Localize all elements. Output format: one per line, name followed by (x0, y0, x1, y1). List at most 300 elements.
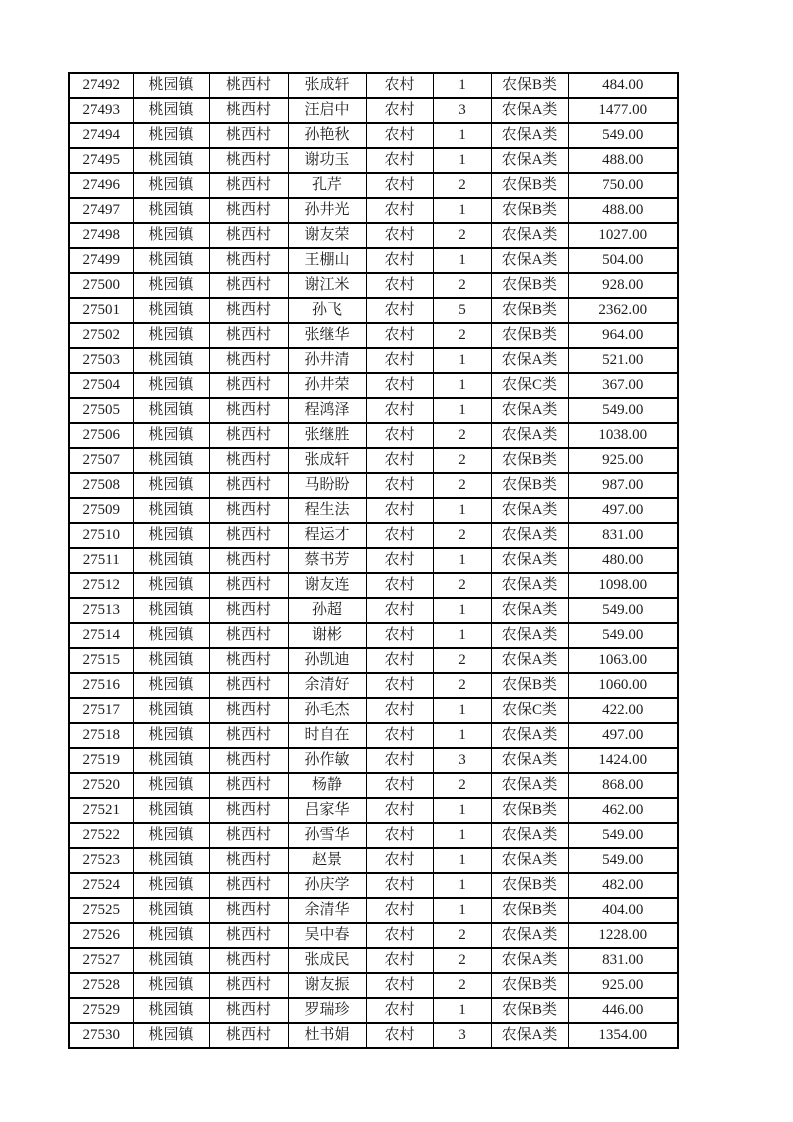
cell-amount: 987.00 (568, 473, 678, 498)
cell-name: 程鸿泽 (288, 398, 366, 423)
cell-town: 桃园镇 (133, 348, 209, 373)
cell-village: 桃西村 (209, 223, 288, 248)
cell-person_count: 2 (433, 473, 491, 498)
cell-village: 桃西村 (209, 373, 288, 398)
cell-town: 桃园镇 (133, 523, 209, 548)
cell-insurance_category: 农保B类 (491, 673, 568, 698)
cell-insurance_category: 农保A类 (491, 98, 568, 123)
table-row (69, 598, 678, 623)
table-row (69, 723, 678, 748)
cell-resident_type: 农村 (366, 873, 433, 898)
cell-record_no: 27506 (69, 423, 133, 448)
cell-insurance_category: 农保B类 (491, 323, 568, 348)
cell-town: 桃园镇 (133, 848, 209, 873)
cell-village: 桃西村 (209, 873, 288, 898)
table-row (69, 998, 678, 1023)
cell-record_no: 27510 (69, 523, 133, 548)
cell-amount: 488.00 (568, 198, 678, 223)
cell-amount: 964.00 (568, 323, 678, 348)
cell-village: 桃西村 (209, 648, 288, 673)
cell-resident_type: 农村 (366, 1023, 433, 1048)
table-row (69, 848, 678, 873)
cell-insurance_category: 农保A类 (491, 623, 568, 648)
cell-insurance_category: 农保B类 (491, 898, 568, 923)
cell-person_count: 2 (433, 273, 491, 298)
cell-record_no: 27529 (69, 998, 133, 1023)
cell-record_no: 27515 (69, 648, 133, 673)
cell-resident_type: 农村 (366, 523, 433, 548)
cell-person_count: 2 (433, 173, 491, 198)
cell-amount: 422.00 (568, 698, 678, 723)
cell-record_no: 27494 (69, 123, 133, 148)
cell-record_no: 27524 (69, 873, 133, 898)
cell-insurance_category: 农保B类 (491, 873, 568, 898)
cell-record_no: 27509 (69, 498, 133, 523)
cell-person_count: 1 (433, 198, 491, 223)
cell-amount: 549.00 (568, 623, 678, 648)
cell-amount: 480.00 (568, 548, 678, 573)
cell-name: 余清好 (288, 673, 366, 698)
cell-record_no: 27525 (69, 898, 133, 923)
cell-resident_type: 农村 (366, 673, 433, 698)
cell-name: 谢功玉 (288, 148, 366, 173)
cell-person_count: 1 (433, 398, 491, 423)
cell-amount: 1063.00 (568, 648, 678, 673)
cell-person_count: 2 (433, 323, 491, 348)
cell-insurance_category: 农保C类 (491, 698, 568, 723)
cell-record_no: 27504 (69, 373, 133, 398)
cell-person_count: 1 (433, 848, 491, 873)
cell-amount: 1228.00 (568, 923, 678, 948)
cell-town: 桃园镇 (133, 948, 209, 973)
cell-resident_type: 农村 (366, 148, 433, 173)
cell-name: 张成轩 (288, 73, 366, 98)
cell-amount: 367.00 (568, 373, 678, 398)
cell-person_count: 2 (433, 523, 491, 548)
cell-town: 桃园镇 (133, 448, 209, 473)
cell-town: 桃园镇 (133, 898, 209, 923)
cell-amount: 750.00 (568, 173, 678, 198)
cell-insurance_category: 农保B类 (491, 473, 568, 498)
table-row (69, 648, 678, 673)
table-row (69, 548, 678, 573)
cell-name: 孙超 (288, 598, 366, 623)
cell-name: 谢彬 (288, 623, 366, 648)
cell-town: 桃园镇 (133, 673, 209, 698)
table-row (69, 248, 678, 273)
cell-insurance_category: 农保A类 (491, 398, 568, 423)
cell-village: 桃西村 (209, 1023, 288, 1048)
cell-record_no: 27500 (69, 273, 133, 298)
cell-village: 桃西村 (209, 748, 288, 773)
cell-resident_type: 农村 (366, 948, 433, 973)
cell-insurance_category: 农保B类 (491, 448, 568, 473)
cell-name: 杨静 (288, 773, 366, 798)
cell-town: 桃园镇 (133, 798, 209, 823)
cell-town: 桃园镇 (133, 248, 209, 273)
cell-resident_type: 农村 (366, 98, 433, 123)
cell-insurance_category: 农保A类 (491, 573, 568, 598)
cell-name: 王棚山 (288, 248, 366, 273)
cell-resident_type: 农村 (366, 498, 433, 523)
cell-amount: 1027.00 (568, 223, 678, 248)
cell-resident_type: 农村 (366, 923, 433, 948)
cell-insurance_category: 农保A类 (491, 723, 568, 748)
cell-insurance_category: 农保B类 (491, 173, 568, 198)
table-row (69, 473, 678, 498)
cell-town: 桃园镇 (133, 73, 209, 98)
insurance-payment-table (68, 72, 679, 1049)
cell-name: 孙毛杰 (288, 698, 366, 723)
table-row (69, 823, 678, 848)
cell-name: 赵景 (288, 848, 366, 873)
cell-insurance_category: 农保B类 (491, 998, 568, 1023)
cell-insurance_category: 农保B类 (491, 198, 568, 223)
cell-village: 桃西村 (209, 923, 288, 948)
table-row (69, 748, 678, 773)
cell-record_no: 27519 (69, 748, 133, 773)
table-row (69, 973, 678, 998)
cell-record_no: 27512 (69, 573, 133, 598)
cell-amount: 497.00 (568, 498, 678, 523)
cell-amount: 462.00 (568, 798, 678, 823)
cell-village: 桃西村 (209, 673, 288, 698)
cell-amount: 446.00 (568, 998, 678, 1023)
cell-record_no: 27503 (69, 348, 133, 373)
cell-record_no: 27523 (69, 848, 133, 873)
cell-record_no: 27511 (69, 548, 133, 573)
cell-resident_type: 农村 (366, 223, 433, 248)
cell-insurance_category: 农保A类 (491, 773, 568, 798)
cell-resident_type: 农村 (366, 973, 433, 998)
cell-resident_type: 农村 (366, 398, 433, 423)
cell-person_count: 2 (433, 773, 491, 798)
cell-village: 桃西村 (209, 573, 288, 598)
cell-insurance_category: 农保A类 (491, 498, 568, 523)
cell-town: 桃园镇 (133, 648, 209, 673)
cell-village: 桃西村 (209, 323, 288, 348)
cell-insurance_category: 农保A类 (491, 148, 568, 173)
cell-insurance_category: 农保A类 (491, 123, 568, 148)
cell-town: 桃园镇 (133, 98, 209, 123)
cell-town: 桃园镇 (133, 223, 209, 248)
cell-town: 桃园镇 (133, 573, 209, 598)
cell-town: 桃园镇 (133, 373, 209, 398)
cell-town: 桃园镇 (133, 973, 209, 998)
cell-resident_type: 农村 (366, 998, 433, 1023)
cell-resident_type: 农村 (366, 823, 433, 848)
cell-resident_type: 农村 (366, 723, 433, 748)
cell-resident_type: 农村 (366, 548, 433, 573)
cell-amount: 484.00 (568, 73, 678, 98)
cell-name: 程运才 (288, 523, 366, 548)
cell-amount: 482.00 (568, 873, 678, 898)
cell-village: 桃西村 (209, 898, 288, 923)
table-row (69, 423, 678, 448)
cell-person_count: 1 (433, 623, 491, 648)
cell-name: 孙飞 (288, 298, 366, 323)
cell-resident_type: 农村 (366, 573, 433, 598)
cell-resident_type: 农村 (366, 373, 433, 398)
cell-record_no: 27497 (69, 198, 133, 223)
cell-record_no: 27501 (69, 298, 133, 323)
cell-person_count: 2 (433, 448, 491, 473)
cell-town: 桃园镇 (133, 923, 209, 948)
cell-insurance_category: 农保A类 (491, 523, 568, 548)
cell-insurance_category: 农保A类 (491, 848, 568, 873)
cell-name: 孙凯迪 (288, 648, 366, 673)
cell-person_count: 1 (433, 698, 491, 723)
cell-name: 杜书娟 (288, 1023, 366, 1048)
cell-town: 桃园镇 (133, 298, 209, 323)
table-row (69, 173, 678, 198)
cell-name: 孔芹 (288, 173, 366, 198)
cell-person_count: 1 (433, 123, 491, 148)
cell-village: 桃西村 (209, 98, 288, 123)
table-row (69, 73, 678, 98)
cell-insurance_category: 农保A类 (491, 598, 568, 623)
cell-town: 桃园镇 (133, 823, 209, 848)
cell-name: 谢江米 (288, 273, 366, 298)
cell-name: 孙井光 (288, 198, 366, 223)
cell-name: 马盼盼 (288, 473, 366, 498)
cell-village: 桃西村 (209, 523, 288, 548)
cell-record_no: 27528 (69, 973, 133, 998)
cell-name: 张成轩 (288, 448, 366, 473)
cell-insurance_category: 农保C类 (491, 373, 568, 398)
cell-amount: 504.00 (568, 248, 678, 273)
cell-person_count: 2 (433, 673, 491, 698)
cell-record_no: 27505 (69, 398, 133, 423)
cell-town: 桃园镇 (133, 1023, 209, 1048)
cell-name: 蔡书芳 (288, 548, 366, 573)
cell-insurance_category: 农保B类 (491, 973, 568, 998)
table-row (69, 948, 678, 973)
table-row (69, 673, 678, 698)
cell-record_no: 27518 (69, 723, 133, 748)
cell-village: 桃西村 (209, 198, 288, 223)
table-row (69, 298, 678, 323)
cell-person_count: 1 (433, 823, 491, 848)
cell-town: 桃园镇 (133, 998, 209, 1023)
cell-resident_type: 农村 (366, 248, 433, 273)
cell-amount: 549.00 (568, 398, 678, 423)
cell-name: 孙作敏 (288, 748, 366, 773)
table-row (69, 873, 678, 898)
table-row (69, 898, 678, 923)
cell-insurance_category: 农保A类 (491, 423, 568, 448)
cell-village: 桃西村 (209, 973, 288, 998)
cell-person_count: 2 (433, 573, 491, 598)
cell-resident_type: 农村 (366, 298, 433, 323)
cell-name: 罗瑞珍 (288, 998, 366, 1023)
cell-village: 桃西村 (209, 148, 288, 173)
table-row (69, 498, 678, 523)
cell-insurance_category: 农保A类 (491, 548, 568, 573)
cell-insurance_category: 农保A类 (491, 223, 568, 248)
cell-record_no: 27508 (69, 473, 133, 498)
cell-town: 桃园镇 (133, 173, 209, 198)
cell-person_count: 2 (433, 423, 491, 448)
cell-resident_type: 农村 (366, 473, 433, 498)
cell-resident_type: 农村 (366, 748, 433, 773)
cell-amount: 1060.00 (568, 673, 678, 698)
cell-insurance_category: 农保A类 (491, 948, 568, 973)
cell-resident_type: 农村 (366, 698, 433, 723)
cell-amount: 868.00 (568, 773, 678, 798)
cell-town: 桃园镇 (133, 423, 209, 448)
table-row (69, 623, 678, 648)
cell-person_count: 3 (433, 748, 491, 773)
cell-insurance_category: 农保B类 (491, 73, 568, 98)
table-row (69, 698, 678, 723)
cell-insurance_category: 农保A类 (491, 1023, 568, 1048)
table-body (69, 73, 678, 1048)
cell-record_no: 27520 (69, 773, 133, 798)
cell-town: 桃园镇 (133, 598, 209, 623)
cell-village: 桃西村 (209, 173, 288, 198)
cell-insurance_category: 农保A类 (491, 248, 568, 273)
cell-name: 张成民 (288, 948, 366, 973)
cell-resident_type: 农村 (366, 648, 433, 673)
cell-person_count: 2 (433, 973, 491, 998)
cell-record_no: 27498 (69, 223, 133, 248)
cell-village: 桃西村 (209, 623, 288, 648)
cell-name: 谢友连 (288, 573, 366, 598)
cell-person_count: 2 (433, 948, 491, 973)
table-row (69, 523, 678, 548)
cell-resident_type: 农村 (366, 898, 433, 923)
cell-insurance_category: 农保A类 (491, 823, 568, 848)
cell-village: 桃西村 (209, 548, 288, 573)
cell-record_no: 27492 (69, 73, 133, 98)
cell-amount: 925.00 (568, 448, 678, 473)
cell-person_count: 1 (433, 798, 491, 823)
cell-person_count: 1 (433, 998, 491, 1023)
cell-person_count: 1 (433, 598, 491, 623)
cell-record_no: 27526 (69, 923, 133, 948)
cell-record_no: 27527 (69, 948, 133, 973)
table-row (69, 273, 678, 298)
table-row (69, 198, 678, 223)
table-row (69, 323, 678, 348)
cell-amount: 1038.00 (568, 423, 678, 448)
cell-person_count: 2 (433, 648, 491, 673)
cell-amount: 549.00 (568, 823, 678, 848)
cell-village: 桃西村 (209, 848, 288, 873)
cell-record_no: 27522 (69, 823, 133, 848)
table-row (69, 448, 678, 473)
cell-resident_type: 农村 (366, 623, 433, 648)
cell-insurance_category: 农保A类 (491, 648, 568, 673)
cell-resident_type: 农村 (366, 198, 433, 223)
cell-amount: 831.00 (568, 948, 678, 973)
cell-person_count: 1 (433, 373, 491, 398)
cell-amount: 549.00 (568, 598, 678, 623)
cell-person_count: 1 (433, 148, 491, 173)
cell-name: 余清华 (288, 898, 366, 923)
cell-resident_type: 农村 (366, 848, 433, 873)
cell-insurance_category: 农保B类 (491, 798, 568, 823)
cell-name: 孙艳秋 (288, 123, 366, 148)
cell-town: 桃园镇 (133, 398, 209, 423)
cell-resident_type: 农村 (366, 173, 433, 198)
cell-amount: 831.00 (568, 523, 678, 548)
cell-resident_type: 农村 (366, 323, 433, 348)
cell-amount: 1477.00 (568, 98, 678, 123)
cell-town: 桃园镇 (133, 273, 209, 298)
cell-resident_type: 农村 (366, 423, 433, 448)
cell-village: 桃西村 (209, 273, 288, 298)
cell-person_count: 1 (433, 873, 491, 898)
cell-town: 桃园镇 (133, 548, 209, 573)
cell-amount: 928.00 (568, 273, 678, 298)
cell-town: 桃园镇 (133, 773, 209, 798)
cell-village: 桃西村 (209, 773, 288, 798)
cell-record_no: 27516 (69, 673, 133, 698)
cell-record_no: 27495 (69, 148, 133, 173)
cell-amount: 1354.00 (568, 1023, 678, 1048)
cell-town: 桃园镇 (133, 623, 209, 648)
cell-record_no: 27530 (69, 1023, 133, 1048)
cell-town: 桃园镇 (133, 498, 209, 523)
cell-person_count: 1 (433, 898, 491, 923)
cell-name: 吴中春 (288, 923, 366, 948)
cell-name: 张继胜 (288, 423, 366, 448)
cell-name: 谢友振 (288, 973, 366, 998)
cell-village: 桃西村 (209, 798, 288, 823)
cell-resident_type: 农村 (366, 448, 433, 473)
cell-village: 桃西村 (209, 448, 288, 473)
cell-insurance_category: 农保A类 (491, 923, 568, 948)
cell-village: 桃西村 (209, 823, 288, 848)
cell-record_no: 27521 (69, 798, 133, 823)
table-row (69, 148, 678, 173)
cell-resident_type: 农村 (366, 273, 433, 298)
cell-record_no: 27507 (69, 448, 133, 473)
cell-name: 汪启中 (288, 98, 366, 123)
cell-record_no: 27517 (69, 698, 133, 723)
cell-insurance_category: 农保A类 (491, 348, 568, 373)
cell-person_count: 2 (433, 923, 491, 948)
cell-amount: 1424.00 (568, 748, 678, 773)
cell-name: 孙雪华 (288, 823, 366, 848)
cell-record_no: 27502 (69, 323, 133, 348)
cell-name: 孙庆学 (288, 873, 366, 898)
table-row (69, 373, 678, 398)
cell-insurance_category: 农保B类 (491, 298, 568, 323)
cell-person_count: 1 (433, 548, 491, 573)
table-row (69, 223, 678, 248)
cell-town: 桃园镇 (133, 148, 209, 173)
table-row (69, 1023, 678, 1048)
cell-village: 桃西村 (209, 598, 288, 623)
cell-village: 桃西村 (209, 698, 288, 723)
cell-town: 桃园镇 (133, 198, 209, 223)
cell-town: 桃园镇 (133, 323, 209, 348)
cell-name: 张继华 (288, 323, 366, 348)
cell-name: 时自在 (288, 723, 366, 748)
cell-town: 桃园镇 (133, 123, 209, 148)
cell-village: 桃西村 (209, 298, 288, 323)
cell-village: 桃西村 (209, 948, 288, 973)
cell-name: 程生法 (288, 498, 366, 523)
cell-insurance_category: 农保B类 (491, 273, 568, 298)
cell-village: 桃西村 (209, 123, 288, 148)
cell-resident_type: 农村 (366, 798, 433, 823)
cell-person_count: 1 (433, 498, 491, 523)
cell-village: 桃西村 (209, 73, 288, 98)
